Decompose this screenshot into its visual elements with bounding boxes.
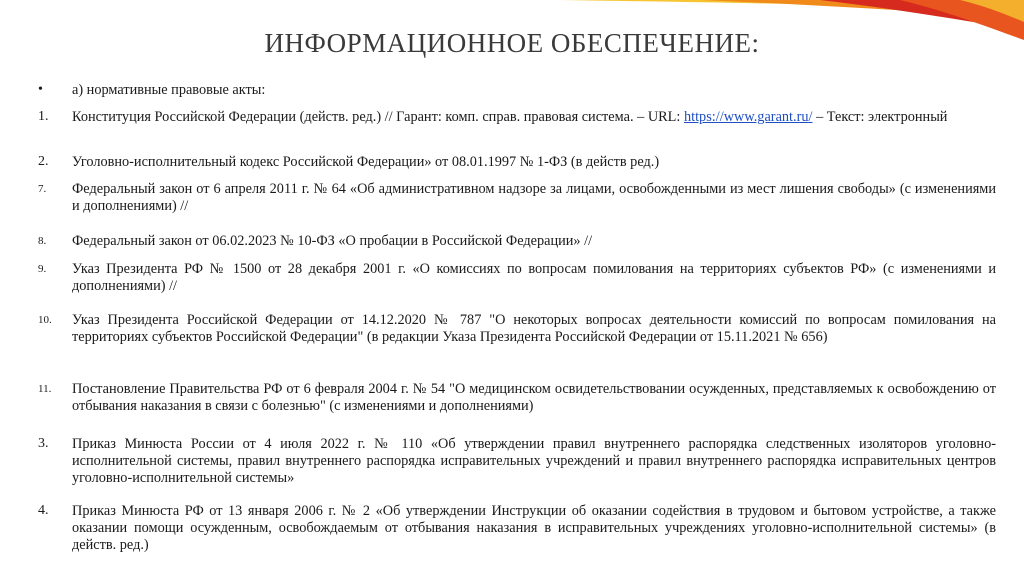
list-marker: 3. — [38, 436, 49, 451]
garant-link[interactable]: https://www.garant.ru/ — [683, 109, 813, 125]
list-marker: • — [38, 82, 43, 97]
list-marker: 7. — [38, 183, 47, 195]
list-item-text: Федеральный закон от 06.02.2023 № 10-ФЗ «О пробации в Российской Федерации» // — [72, 233, 593, 249]
list-marker: 11. — [38, 383, 52, 395]
list-item-text: Приказ Минюста России от 4 июля 2022 г. № 110 «Об утверждении правил внутреннего распорядка следственных изоляторов уголовно-исполнительной системы, правил внутреннего распорядка исправительных учреждений и правил внутреннего распорядка исправительных центров уголовно-исполнительной системы» — [72, 436, 996, 486]
list-item-text: Указ Президента РФ № 1500 от 28 декабря 2001 г. «О комиссиях по вопросам помилования на территориях субъектов РФ» (с изменениями и дополнениями) // — [72, 261, 996, 294]
list-item-text: Приказ Минюста РФ от 13 января 2006 г. № 2 «Об утверждении Инструкции об оказании содействия в трудовом и бытовом устройстве, а также оказании помощи осужденным, освобождаемым от отбывания наказания в исправительных учреждениях уголовно-исполнительной системы» (в действ. ред.) — [72, 503, 996, 553]
list-item-text: Указ Президента Российской Федерации от 14.12.2020 № 787 "О некоторых вопросах деятельности комиссий по вопросам помилования на территориях субъектов Российской Федерации" (в редакции Указа Президента Российской Федерации от 15.11.2021 № 656) — [72, 312, 996, 345]
list-item-text: Конституция Российской Федерации (действ. ред.) // Гарант: комп. справ. правовая система. – URL: https://www.garant.ru/ – Текст: электронный — [72, 109, 948, 125]
page-title: ИНФОРМАЦИОННОЕ ОБЕСПЕЧЕНИЕ: — [264, 28, 760, 58]
list-item-text: Уголовно-исполнительный кодекс Российской Федерации» от 08.01.1997 № 1-ФЗ (в действ ред.) — [72, 154, 660, 170]
list-marker: 2. — [38, 154, 49, 169]
list-item-text: Федеральный закон от 6 апреля 2011 г. № 64 «Об административном надзоре за лицами, освобожденными из мест лишения свободы» (с изменениями и дополнениями) // — [72, 181, 996, 214]
list-marker: 4. — [38, 503, 49, 518]
list-marker: 8. — [38, 235, 47, 247]
list-item-text: Постановление Правительства РФ от 6 февраля 2004 г. № 54 "О медицинском освидетельствовании осужденных, представляемых к освобождению от отбывания наказания в связи с болезнью" (с изменениями и дополнениями) — [72, 381, 996, 414]
list-item-text: а) нормативные правовые акты: — [72, 82, 266, 98]
list-marker: 9. — [38, 263, 47, 275]
list-marker: 1. — [38, 109, 49, 124]
list-marker: 10. — [38, 314, 52, 326]
